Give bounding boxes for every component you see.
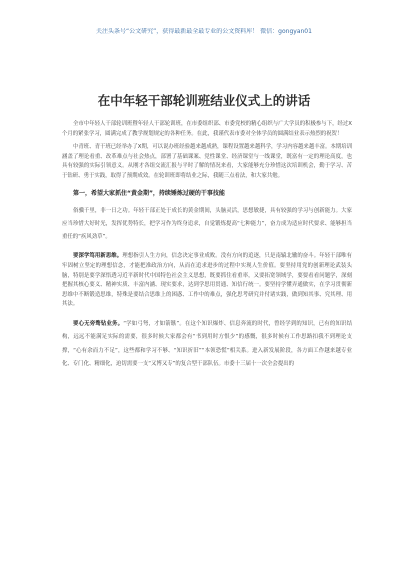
header-promo-note: 关注头条号“公文研究”，获得最新最全最专业的公文资料库！ 微信：gongyan01 (96, 28, 312, 35)
document-body (62, 120, 352, 371)
paragraph-4 (62, 252, 352, 310)
section-heading-1: 第一，希望大家抓住“黄金期”，持续锤炼过硬的干事技能 (73, 189, 225, 197)
paragraph-4-lead: 要深学笃用新思维。 (73, 253, 123, 260)
paragraph-5 (62, 318, 352, 371)
paragraph-2: 中青班、青干班已经举办了X期，可以说办班经验越来越成熟，课程设置越来越科学，学习内容越来越丰富。本期培训涵盖了理论看重、改革难点与社会热点，部署了基础课案、党性课堂、经济课堂与一线课堂，既富有一定的理论高度，也具有较强的实际引领意义。从刚才各组交流汇报与平时了解的情况来看，大家能够充分珍惜这次培训机会，勤于学习、苦于钻研、勇于实践，取得了预期成效。在轮训班即将结业之际，我随三点看法，和大家共勉。 (62, 144, 352, 179)
paragraph-5-text: “学如弓弩，才如箭镞”。在这个知识爆炸、信息奔流的时代，曾经学到的知识，已有的知识结构，远远不能满足实际的需要，很多时候大家都会有“书到用时方恨少”的感慨，很多时候有工作思路扣我不到理论支撑，“心有余而力不足”，这些都和学习不够、“知识折旧”“本领恐慌”相关系。进入新发展阶段，各方面工作越来越专业化、专门化、精细化，迫切需要一支“又博又专”的复合型干部队伍。市委十三届十一次全会提出的 (62, 321, 352, 367)
paragraph-4-text: 理想指引人生方向，信念决定事业成败。没有方向的追逐，只是南辕北辙的奋斗。年轻干部唯有牢固树立坚定的理想信念，才能把准政治方向，从而在追求进步的过程中实现人生价值。要坚持用党的创新理论武装头脑，特别是要学深悟透习近平新时代中国特色社会主义思想，既要抓住看重率，又要拓宽领域学，要要看看问题学，深刻把握其核心要义、精神实质、丰富内涵、现实要求，达到学思用贯通、知信行统一。要坚持学懂弄通做实，在学习贯彻新思维中不断锻造思维，特殊是要结合思维上的困惑、工作中的难点，强化思考研究并付诸实践，做到知其事、究其理、用其法。 (62, 253, 352, 308)
document-title: 在中年轻干部轮训班结业仪式上的讲话 (97, 93, 311, 108)
paragraph-3: 俗骥千里，非一日之功。年轻干部正处于成长的黄金期间，头脑灵活，思想敏捷，具有较强的学习与创新能力。大家应当珍惜大好时光，发挥优势特长，把学习作为终身追求，自觉锻炼提高“七种能力”，奋力成为适应时代要求、能够担当重任的“疾风劲草”。 (62, 207, 352, 241)
paragraph-5-lead: 要心无旁骛钻业务。 (73, 321, 124, 328)
paragraph-1: 全市中年轻人干部轮训班暨年轻人干部轮训班，在市委组织部、市委党校的精心组织与广大学员的积极参与下，经过X个月的紧张学习，圆满完成了教学规划规定的各种任务。在此，我谨代表市委对全体学员的圆满结业表示热烈的祝贺！ (62, 121, 352, 137)
